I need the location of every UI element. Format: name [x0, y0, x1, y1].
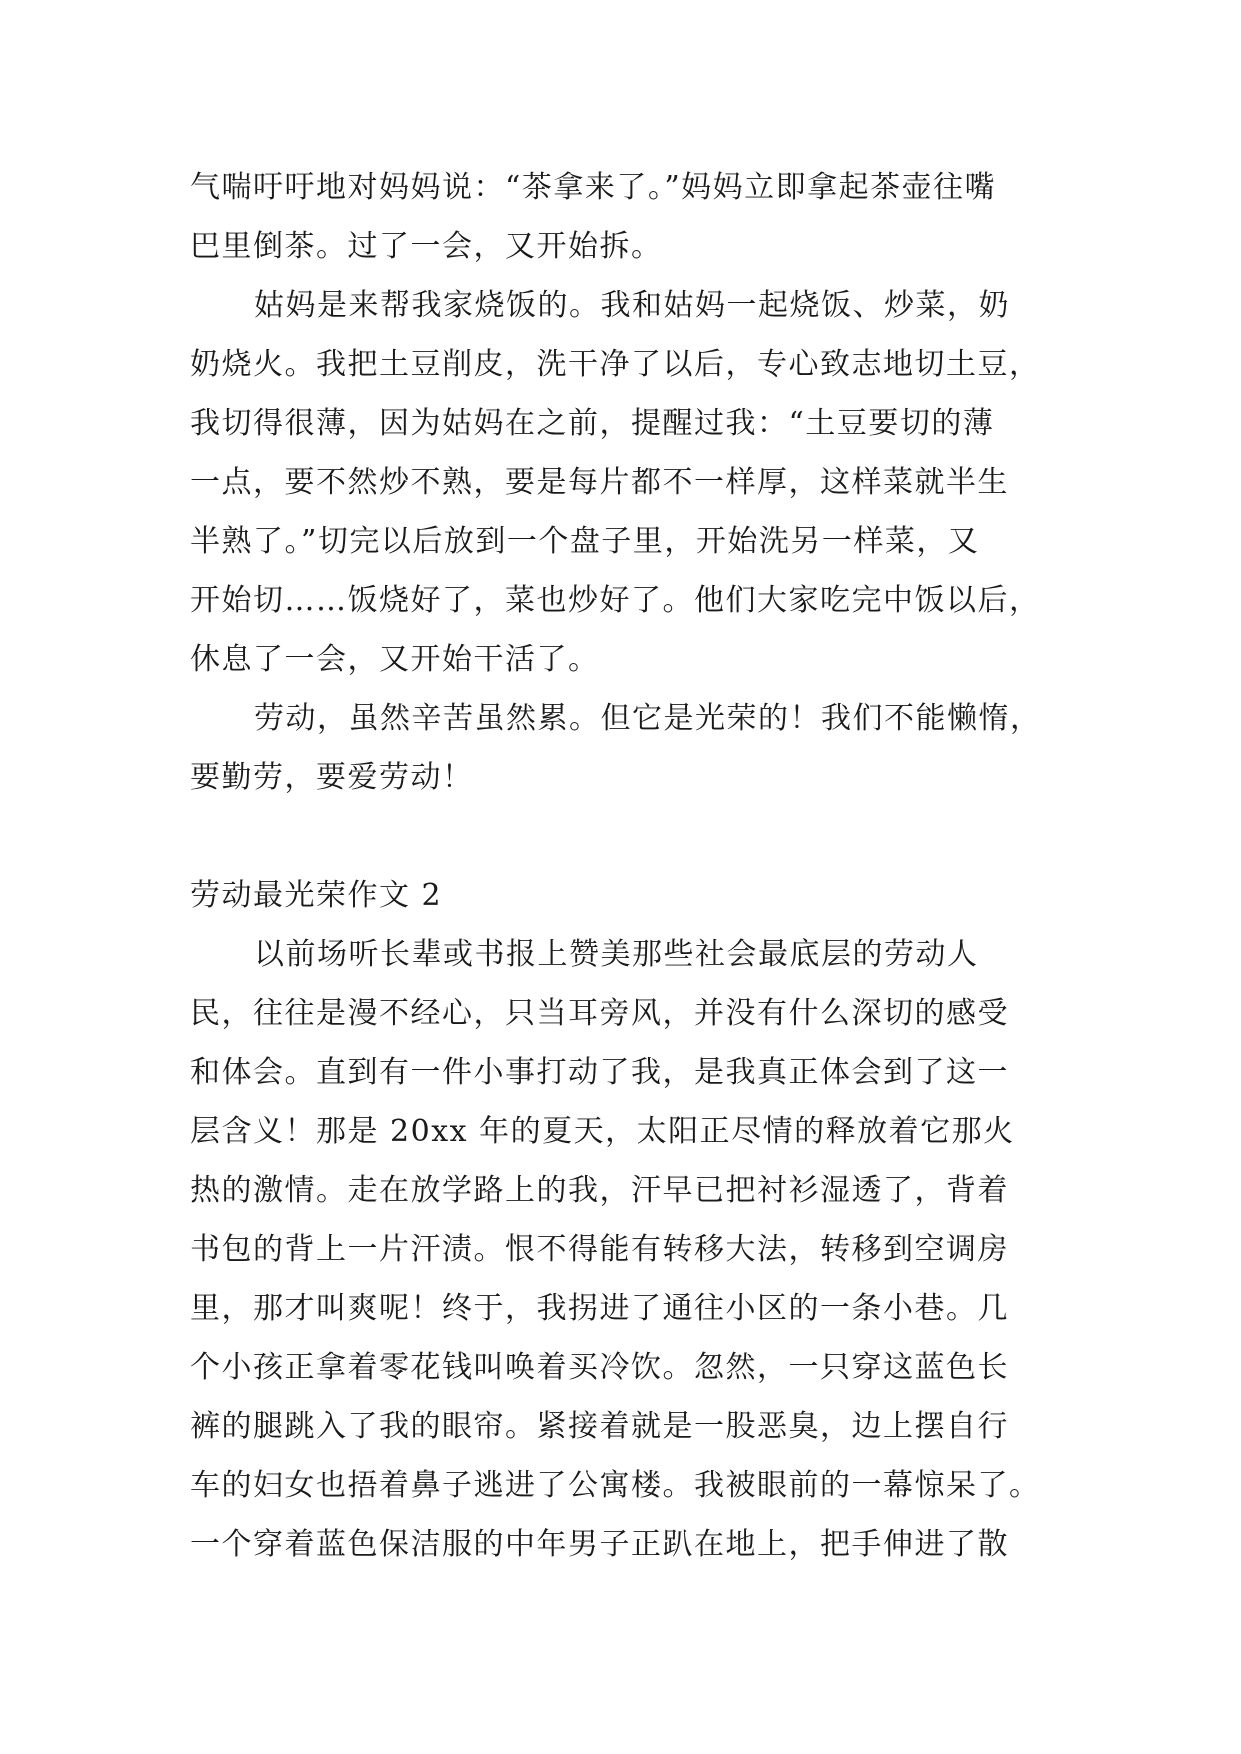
- document-body: [190, 158, 1060, 1574]
- text-line: 和体会。直到有一件小事打动了我，是我真正体会到了这一: [190, 1055, 1009, 1090]
- paragraph: [190, 925, 1060, 1574]
- text-line: 半熟了。”切完以后放到一个盘子里，开始洗另一样菜，又: [190, 524, 980, 559]
- text-line: 热的激情。走在放学路上的我，汗早已把衬衫湿透了，背着: [190, 1173, 1009, 1208]
- text-line: 劳动，虽然辛苦虽然累。但它是光荣的！我们不能懒惰，: [254, 701, 1042, 736]
- text-line: 要勤劳，要爱劳动！: [190, 760, 474, 795]
- text-line: 我切得很薄，因为姑妈在之前，提醒过我：“土豆要切的薄: [190, 406, 995, 441]
- text-line: 一点，要不然炒不熟，要是每片都不一样厚，这样菜就半生: [190, 465, 1009, 500]
- section-title: 劳动最光荣作文 2: [190, 878, 443, 913]
- text-line: 书包的背上一片汗渍。恨不得能有转移大法，转移到空调房: [190, 1232, 1009, 1267]
- paragraph: [190, 276, 1060, 689]
- text-line: 里，那才叫爽呢！终于，我拐进了通往小区的一条小巷。几: [190, 1291, 1009, 1326]
- text-line: 一个穿着蓝色保洁服的中年男子正趴在地上，把手伸进了散: [190, 1527, 1009, 1562]
- section-gap: [190, 807, 1060, 866]
- paragraph-continued: [190, 158, 1060, 276]
- text-line: 民，往往是漫不经心，只当耳旁风，并没有什么深切的感受: [190, 996, 1009, 1031]
- text-line: 车的妇女也捂着鼻子逃进了公寓楼。我被眼前的一幕惊呆了。: [190, 1468, 1041, 1503]
- text-line: 巴里倒茶。过了一会，又开始拆。: [190, 229, 663, 264]
- text-line: 气喘吁吁地对妈妈说：“茶拿来了。”妈妈立即拿起茶壶往嘴: [190, 170, 997, 205]
- text-line: 奶烧火。我把土豆削皮，洗干净了以后，专心致志地切土豆，: [190, 347, 1041, 382]
- text-line: 开始切……饭烧好了，菜也炒好了。他们大家吃完中饭以后，: [190, 583, 1041, 618]
- text-line: 休息了一会，又开始干活了。: [190, 642, 600, 677]
- text-line: 个小孩正拿着零花钱叫唤着买冷饮。忽然，一只穿这蓝色长: [190, 1350, 1009, 1385]
- text-line: 以前场听长辈或书报上赞美那些社会最底层的劳动人: [254, 937, 979, 972]
- text-line: 层含义！那是 20xx 年的夏天，太阳正尽情的释放着它那火: [190, 1114, 1015, 1149]
- text-line: 裤的腿跳入了我的眼帘。紧接着就是一股恶臭，边上摆自行: [190, 1409, 1009, 1444]
- paragraph: [190, 689, 1060, 807]
- text-line: 姑妈是来帮我家烧饭的。我和姑妈一起烧饭、炒菜，奶: [254, 288, 1010, 323]
